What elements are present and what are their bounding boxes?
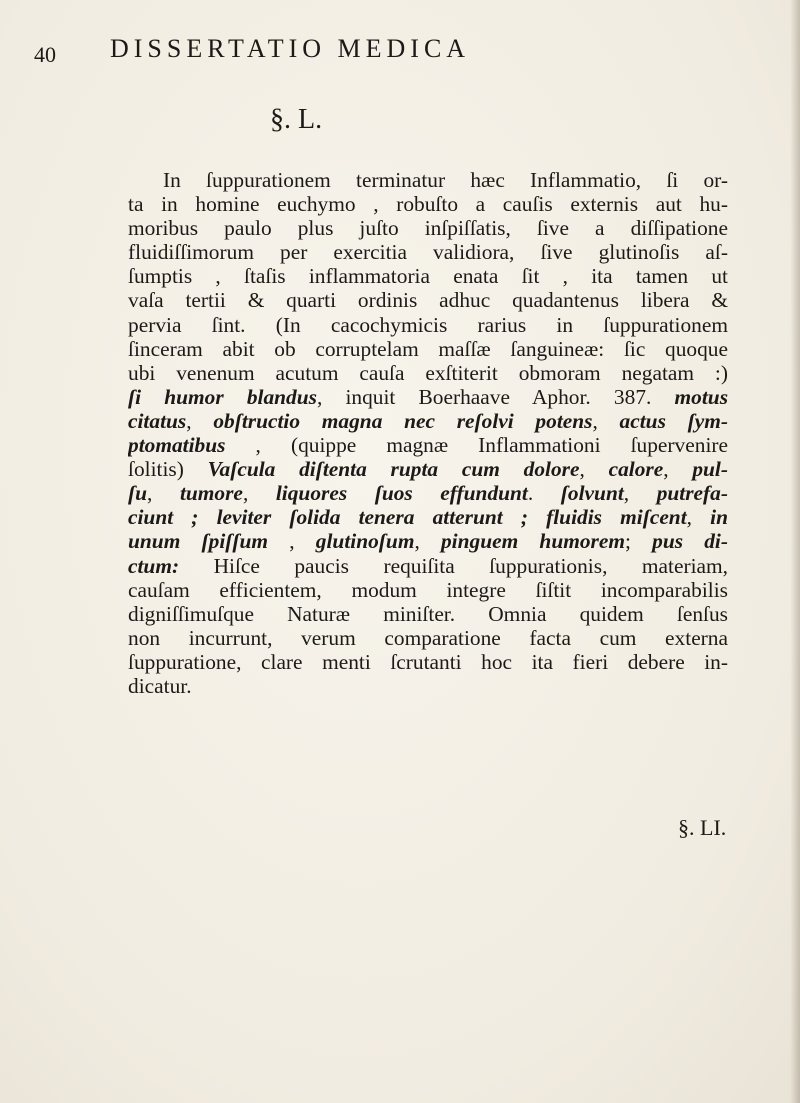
text-run: , bbox=[147, 481, 180, 506]
italic-run: ſu bbox=[128, 481, 148, 506]
text-run: , (quippe magnæ Inflammationi ſupervenire bbox=[225, 433, 728, 458]
text-line bbox=[128, 385, 728, 409]
text-line bbox=[128, 650, 728, 674]
italic-run: liquores ſuos effundunt bbox=[275, 481, 528, 506]
text-run: In ſuppurationem terminatur hæc Inflammatio, ſi or- bbox=[163, 168, 728, 192]
text-line bbox=[128, 288, 728, 312]
text-run: ſuppuratione, clare menti ſcrutanti hoc ita fieri debere in- bbox=[128, 649, 728, 674]
text-line bbox=[128, 457, 728, 481]
text-run: , bbox=[242, 481, 276, 506]
text-run: ; bbox=[625, 529, 653, 554]
text-run: , bbox=[686, 505, 711, 530]
italic-run: ſi humor blandus bbox=[128, 384, 317, 409]
italic-run: actus ſym- bbox=[619, 408, 728, 433]
catchword: §. LI. bbox=[678, 815, 727, 840]
paragraph bbox=[128, 168, 728, 698]
text-line bbox=[128, 313, 728, 337]
text-run: ſolitis) bbox=[128, 457, 208, 482]
text-run: , bbox=[414, 529, 441, 554]
text-line bbox=[128, 216, 728, 240]
text-line bbox=[128, 481, 728, 505]
text-run: ſinceram abit ob corruptelam maſſæ ſanguineæ: ſic quoque bbox=[128, 336, 728, 361]
text-run: , bbox=[268, 529, 316, 554]
text-line bbox=[128, 529, 728, 553]
italic-run: citatus bbox=[128, 408, 187, 433]
italic-run: obſtructio magna nec reſolvi potens bbox=[213, 408, 593, 433]
text-run: digniſſimuſque Naturæ miniſter. Omnia quidem ſenſus bbox=[128, 601, 728, 626]
text-run: , bbox=[579, 457, 609, 482]
running-head: DISSERTATIO MEDICA bbox=[110, 34, 471, 63]
text-line bbox=[128, 240, 728, 264]
page-number: 40 bbox=[34, 42, 56, 67]
italic-run: unum ſpiſſum bbox=[128, 529, 269, 554]
page-edge-shadow bbox=[790, 0, 800, 1103]
text-run: moribus paulo plus juſto inſpiſſatis, ſive a diſſipatione bbox=[128, 216, 728, 241]
italic-run: ciunt ; leviter ſolida tenera atterunt ; fluidis miſcent bbox=[128, 505, 687, 530]
text-line bbox=[128, 626, 728, 650]
italic-run: putrefa- bbox=[656, 481, 728, 506]
text-run: vaſa tertii & quarti ordinis adhuc quadantenus libera & bbox=[128, 288, 728, 313]
text-line bbox=[128, 264, 728, 288]
text-run: , bbox=[663, 457, 693, 482]
italic-run: pinguem humorem bbox=[440, 529, 626, 554]
text-run: , inquit Boerhaave Aphor. 387. bbox=[316, 384, 675, 409]
text-line bbox=[128, 168, 728, 192]
text-run: ſumptis , ſtaſis inflammatoria enata ſit , ita tamen ut bbox=[128, 264, 728, 289]
italic-run: Vaſcula diſtenta rupta cum dolore bbox=[207, 457, 580, 482]
text-run: cauſam efficientem, modum integre ſiſtit incomparabilis bbox=[128, 577, 728, 602]
text-run: , bbox=[186, 408, 214, 433]
italic-run: ptomatibus bbox=[128, 433, 226, 458]
text-run: ta in homine euchymo , robuſto a cauſis externis aut hu- bbox=[128, 192, 728, 217]
italic-run: calore bbox=[608, 457, 664, 482]
text-run: fluidiſſimorum per exercitia validiora, ſive glutinoſis aſ- bbox=[128, 240, 728, 265]
text-line bbox=[128, 361, 728, 385]
italic-run: glutinoſum bbox=[315, 529, 415, 554]
text-run: ubi venenum acutum cauſa exſtiterit obmoram negatam :) bbox=[128, 360, 728, 385]
text-run: Hiſce paucis requiſita ſuppurationis, materiam, bbox=[179, 553, 728, 578]
text-line bbox=[128, 602, 728, 626]
text-line bbox=[128, 578, 728, 602]
italic-run: pus di- bbox=[652, 529, 728, 554]
text-run: , bbox=[623, 481, 657, 506]
text-line bbox=[128, 505, 728, 529]
text-line bbox=[128, 433, 728, 457]
italic-run: tumore bbox=[179, 481, 243, 506]
text-run: dicatur. bbox=[128, 673, 192, 698]
text-run: , bbox=[592, 408, 620, 433]
section-heading: §. L. bbox=[270, 104, 323, 135]
text-line bbox=[128, 554, 728, 578]
italic-run: motus bbox=[674, 384, 728, 409]
italic-run: pul- bbox=[692, 457, 728, 482]
text-line bbox=[128, 674, 728, 698]
text-line bbox=[128, 337, 728, 361]
text-run: . bbox=[527, 481, 561, 506]
italic-run: in bbox=[710, 505, 728, 530]
italic-run: ſolvunt bbox=[560, 481, 624, 506]
italic-run: ctum: bbox=[128, 553, 180, 578]
text-run: pervia ſint. (In cacochymicis rarius in ſuppurationem bbox=[128, 312, 728, 337]
text-run: non incurrunt, verum comparatione facta cum externa bbox=[128, 625, 728, 650]
text-line bbox=[128, 192, 728, 216]
text-line bbox=[128, 409, 728, 433]
